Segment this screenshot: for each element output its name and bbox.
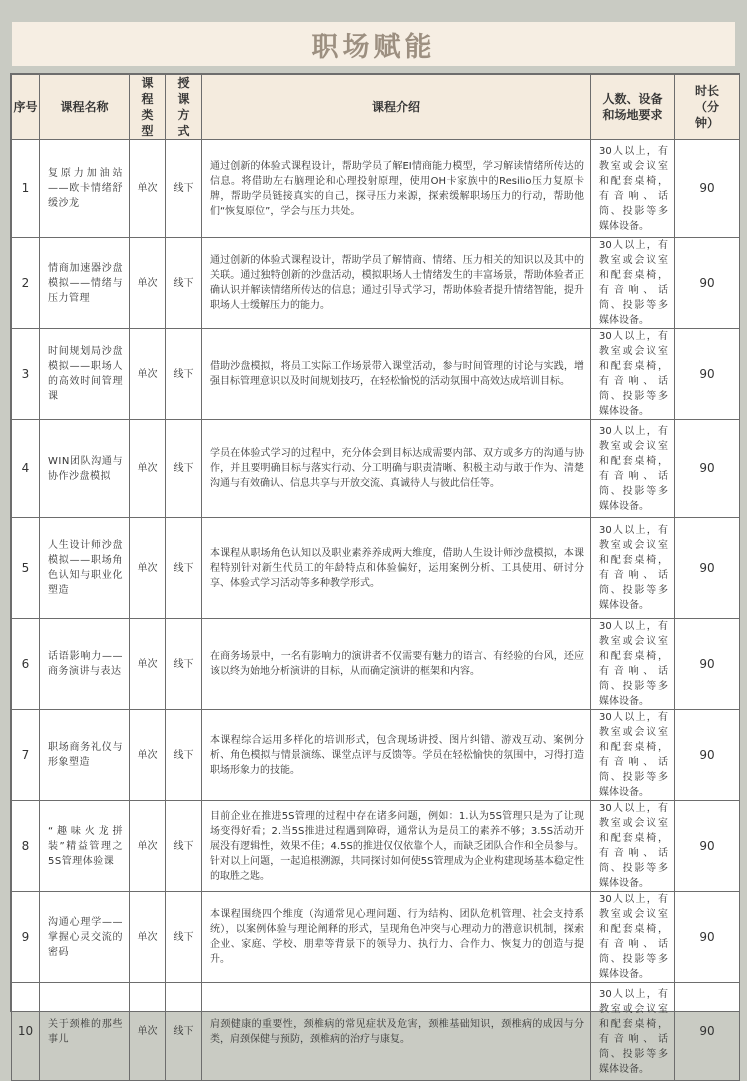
- course-duration: 90: [675, 329, 740, 420]
- course-duration: 90: [675, 420, 740, 518]
- course-name: 话语影响力——商务演讲与表达: [40, 619, 130, 710]
- course-type: 单次: [130, 140, 166, 238]
- header-mode: 授课方式: [166, 75, 202, 140]
- course-intro: 借助沙盘模拟，将员工实际工作场景带入课堂活动，参与时间管理的讨论与实践，增强目标管理意识以及时间规划技巧，在轻松愉悦的活动氛围中高效达成培训目标。: [202, 329, 591, 420]
- row-index: 3: [12, 329, 40, 420]
- course-duration: 90: [675, 801, 740, 892]
- header-requirements: 人数、设备和场地要求: [591, 75, 675, 140]
- course-requirements: 30人以上，有教室或会议室和配套桌椅，有音响、话筒、投影等多媒体设备。: [591, 801, 675, 892]
- row-index: 9: [12, 892, 40, 983]
- table-row: [12, 710, 740, 801]
- course-mode: 线下: [166, 710, 202, 801]
- course-mode: 线下: [166, 983, 202, 1081]
- course-mode: 线下: [166, 619, 202, 710]
- course-requirements: 30人以上，有教室或会议室和配套桌椅，有音响、话筒、投影等多媒体设备。: [591, 238, 675, 329]
- course-name: 人生设计师沙盘模拟——职场角色认知与职业化塑造: [40, 518, 130, 619]
- course-requirements: 30人以上，有教室或会议室和配套桌椅，有音响、话筒、投影等多媒体设备。: [591, 518, 675, 619]
- table-row: [12, 420, 740, 518]
- course-duration: 90: [675, 710, 740, 801]
- table-row: [12, 329, 740, 420]
- course-intro: 在商务场景中，一名有影响力的演讲者不仅需要有魅力的语言、有经验的台风，还应该以终为始地分析演讲的目标，从而确定演讲的框架和内容。: [202, 619, 591, 710]
- page-title: 职场赋能: [311, 31, 436, 63]
- course-duration: 90: [675, 238, 740, 329]
- course-duration: 90: [675, 892, 740, 983]
- row-index: 1: [12, 140, 40, 238]
- course-intro: 目前企业在推进5S管理的过程中存在诸多问题，例如：1.认为5S管理只是为了让现场变得好看；2.当5S推进过程遇到障碍，通常认为是员工的素养不够；3.5S活动开展没有逻辑性，效果不佳；4.5S的推进仅仅依靠个人，而缺乏团队合作和全员参与。针对以上问题，一起追根溯源，共同探讨如何使5S管理成为企业构建现场基本稳定性的取胜之匙。: [202, 801, 591, 892]
- table-row: [12, 892, 740, 983]
- course-duration: 90: [675, 983, 740, 1081]
- course-type: 单次: [130, 238, 166, 329]
- header-name: 课程名称: [40, 75, 130, 140]
- header-intro: 课程介绍: [202, 75, 591, 140]
- course-table-container: [10, 73, 740, 1075]
- row-index: 7: [12, 710, 40, 801]
- course-type: 单次: [130, 892, 166, 983]
- course-intro: 学员在体验式学习的过程中，充分体会到目标达成需要内部、双方或多方的沟通与协作，并且要明确目标与落实行动、分工明确与职责清晰、积极主动与敢于作为、清楚沟通与有效确认、信息共享与开放交流、真诚待人与彼此信任等。: [202, 420, 591, 518]
- course-mode: 线下: [166, 518, 202, 619]
- row-index: 6: [12, 619, 40, 710]
- course-requirements: 30人以上，有教室或会议室和配套桌椅，有音响、话筒、投影等多媒体设备。: [591, 983, 675, 1081]
- course-mode: 线下: [166, 329, 202, 420]
- header-index: 序号: [12, 75, 40, 140]
- course-duration: 90: [675, 619, 740, 710]
- course-requirements: 30人以上，有教室或会议室和配套桌椅，有音响、话筒、投影等多媒体设备。: [591, 329, 675, 420]
- course-type: 单次: [130, 420, 166, 518]
- course-mode: 线下: [166, 420, 202, 518]
- header-type: 课程类型: [130, 75, 166, 140]
- row-index: 5: [12, 518, 40, 619]
- course-name: 关于颈椎的那些事儿: [40, 983, 130, 1081]
- table-row: [12, 238, 740, 329]
- course-name: 情商加速器沙盘模拟——情绪与压力管理: [40, 238, 130, 329]
- course-mode: 线下: [166, 892, 202, 983]
- course-intro: 肩颈健康的重要性，颈椎病的常见症状及危害，颈椎基础知识，颈椎病的成因与分类，肩颈保健与预防，颈椎病的治疗与康复。: [202, 983, 591, 1081]
- course-name: WIN团队沟通与协作沙盘模拟: [40, 420, 130, 518]
- course-intro: 本课程从职场角色认知以及职业素养养成两大维度，借助人生设计师沙盘模拟，本课程特别针对新生代员工的年龄特点和体验偏好，运用案例分析、工具使用、研讨分享、体验式学习活动等多种教学形式。: [202, 518, 591, 619]
- course-requirements: 30人以上，有教室或会议室和配套桌椅，有音响、话筒、投影等多媒体设备。: [591, 140, 675, 238]
- row-index: 8: [12, 801, 40, 892]
- table-row: [12, 140, 740, 238]
- table-row: [12, 518, 740, 619]
- table-row: [12, 983, 740, 1081]
- course-name: 时间规划局沙盘模拟——职场人的高效时间管理课: [40, 329, 130, 420]
- title-banner: [12, 22, 735, 66]
- course-type: 单次: [130, 801, 166, 892]
- course-duration: 90: [675, 518, 740, 619]
- course-duration: 90: [675, 140, 740, 238]
- course-type: 单次: [130, 619, 166, 710]
- table-row: [12, 619, 740, 710]
- course-intro: 通过创新的体验式课程设计，帮助学员了解EI情商能力模型，学习解读情绪所传达的信息。将借助左右脑理论和心理投射原理，使用OH卡家族中的Resilio压力复原卡牌，帮助学员链接真实的自己，探寻压力来源，探索缓解职场压力的行动，帮助他们“恢复原位”，学会与压力共处。: [202, 140, 591, 238]
- course-name: 复原力加油站——欧卡情绪舒缓沙龙: [40, 140, 130, 238]
- course-requirements: 30人以上，有教室或会议室和配套桌椅，有音响、话筒、投影等多媒体设备。: [591, 710, 675, 801]
- course-type: 单次: [130, 983, 166, 1081]
- course-mode: 线下: [166, 140, 202, 238]
- course-mode: 线下: [166, 238, 202, 329]
- row-index: 10: [12, 983, 40, 1081]
- course-name: “趣味火龙拼装”精益管理之5S管理体验课: [40, 801, 130, 892]
- course-name: 职场商务礼仪与形象塑造: [40, 710, 130, 801]
- course-type: 单次: [130, 329, 166, 420]
- course-intro: 本课程综合运用多样化的培训形式，包含现场讲授、图片纠错、游戏互动、案例分析、角色模拟与情景演练、课堂点评与反馈等。学员在轻松愉快的氛围中，习得打造职场形象力的技能。: [202, 710, 591, 801]
- table-header-row: [12, 75, 740, 140]
- header-duration: 时长（分钟）: [675, 75, 740, 140]
- course-intro: 通过创新的体验式课程设计，帮助学员了解情商、情绪、压力相关的知识以及其中的关联。通过独特创新的沙盘活动，模拟职场人士情绪发生的丰富场景，帮助体验者正确认识并解读情绪所传达的信息；通过引导式学习，帮助体验者提升情绪智能，提升职场人士缓解压力的能力。: [202, 238, 591, 329]
- course-requirements: 30人以上，有教室或会议室和配套桌椅，有音响、话筒、投影等多媒体设备。: [591, 619, 675, 710]
- table-row: [12, 801, 740, 892]
- course-intro: 本课程围绕四个维度（沟通常见心理问题、行为结构、团队危机管理、社会支持系统），以案例体验与理论阐释的形式，呈现角色冲突与心理动力的潜意识机制，探索企业、家庭、学校、朋辈等背景下的领导力、执行力、合作力、恢复力的创造与提升。: [202, 892, 591, 983]
- course-requirements: 30人以上，有教室或会议室和配套桌椅，有音响、话筒、投影等多媒体设备。: [591, 420, 675, 518]
- course-name: 沟通心理学——掌握心灵交流的密码: [40, 892, 130, 983]
- row-index: 2: [12, 238, 40, 329]
- row-index: 4: [12, 420, 40, 518]
- course-table: [11, 74, 740, 1081]
- course-mode: 线下: [166, 801, 202, 892]
- course-requirements: 30人以上，有教室或会议室和配套桌椅，有音响、话筒、投影等多媒体设备。: [591, 892, 675, 983]
- course-type: 单次: [130, 710, 166, 801]
- course-type: 单次: [130, 518, 166, 619]
